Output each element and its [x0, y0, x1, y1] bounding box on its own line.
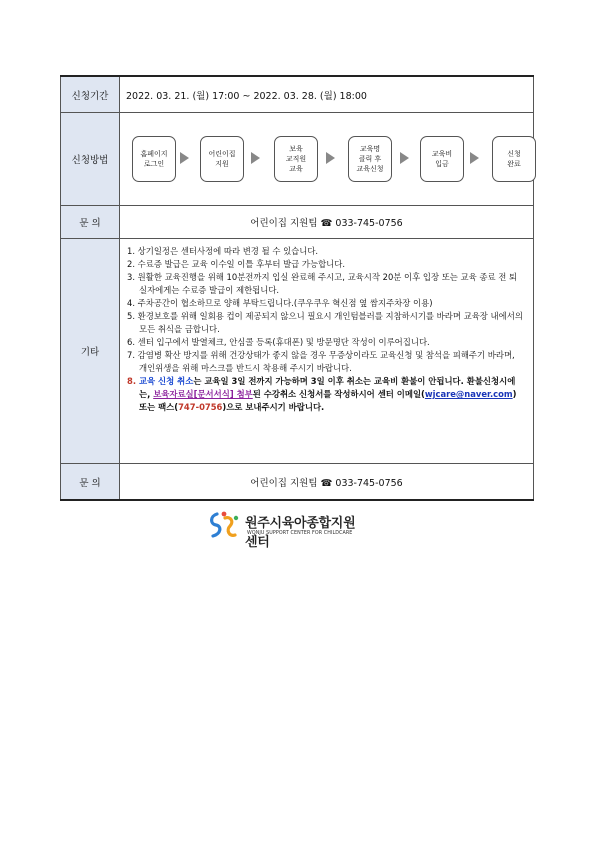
- period-label: 신청기간: [61, 76, 120, 113]
- note-item: 5. 환경보호를 위해 일회용 컵이 제공되지 않으니 필요시 개인텀블러를 지참하시기를 바라며 교육장 내에서의 모든 취식을 금합니다.: [127, 311, 523, 334]
- email-link[interactable]: wjcare@naver.com: [424, 389, 513, 399]
- step-course-apply: 교육명 클릭 후 교육신청: [348, 136, 392, 182]
- form-link[interactable]: 보육자료실[문서서식] 첨부: [153, 389, 253, 399]
- method-label: 신청방법: [61, 113, 120, 206]
- info-table: [60, 75, 534, 501]
- logo-subtitle: WONJU SUPPORT CENTER FOR CHILDCARE: [247, 531, 353, 536]
- row-method: [61, 113, 534, 206]
- row-inquiry-2: [61, 464, 534, 501]
- note-item: 4. 주차공간이 협소하므로 양해 부탁드립니다.(쿠우쿠우 혁신점 옆 쌈지주차장 이용): [127, 298, 433, 308]
- inquiry-value: 어린이집 지원팀 ☎ 033-745-0756: [120, 206, 534, 239]
- step-staff-education: 보육 교직원 교육: [274, 136, 318, 182]
- arrow-icon: [400, 152, 409, 164]
- note-item: 7. 감염병 확산 방지를 위해 건강상태가 좋지 않을 경우 무증상이라도 교육신청 및 참석을 피해주기 바라며, 개인위생을 위해 마스크를 반드시 착용해 주시기 바랍니다.: [127, 350, 515, 373]
- arrow-icon: [470, 152, 479, 164]
- row-period: [61, 76, 534, 113]
- arrow-icon: [251, 152, 260, 164]
- logo-name: 원주시육아종합지원센터: [245, 516, 356, 550]
- note-item: 2. 수료증 발급은 교육 이수일 이틀 후부터 발급 가능합니다.: [127, 259, 346, 269]
- note-item: 6. 센터 입구에서 발열체크, 안심콜 등록(휴대폰) 및 방문명단 작성이 이루어집니다.: [127, 337, 430, 347]
- period-value: 2022. 03. 21. (월) 17:00 ~ 2022. 03. 28. (월) 18:00: [120, 76, 534, 113]
- note-item: 1. 상기일정은 센터사정에 따라 변경 될 수 있습니다.: [127, 246, 319, 256]
- inquiry-label: 문 의: [61, 206, 120, 239]
- note-item: 3. 원활한 교육진행을 위해 10분전까지 입실 완료해 주시고, 교육시작 20분 이후 입장 또는 교육 종료 전 퇴실자에게는 수료증 발급이 제한됩니다.: [127, 272, 518, 295]
- logo-mark-icon: [207, 510, 241, 542]
- step-homepage-login: 홈페이지 로그인: [132, 136, 176, 182]
- inquiry-label-2: 문 의: [61, 464, 120, 501]
- arrow-icon: [326, 152, 335, 164]
- arrow-icon: [180, 152, 189, 164]
- method-flow: [120, 114, 533, 204]
- notes-list: [120, 239, 533, 420]
- note-item-cancel: 8. 교육 신청 취소는 교육일 3일 전까지 가능하며 3일 이후 취소는 교육비 환불이 안됩니다. 환불신청시에는, 보육자료실[문서서식] 첨부된 수강취소 신청서를 작성하시어 센터 이메일(wjcare@naver.com) 또는 팩스(747-0756)으로 보내주시기 바랍니다.: [127, 376, 517, 412]
- center-logo: [207, 510, 367, 550]
- inquiry-value-2: 어린이집 지원팀 ☎ 033-745-0756: [120, 464, 534, 501]
- row-inquiry: [61, 206, 534, 239]
- step-complete: 신청 완료: [492, 136, 536, 182]
- fax-number: 747-0756: [178, 402, 223, 412]
- step-fee-payment: 교육비 입금: [420, 136, 464, 182]
- etc-label: 기타: [61, 239, 120, 464]
- row-etc: [61, 239, 534, 464]
- step-daycare-support: 어린이집 지원: [200, 136, 244, 182]
- cancel-highlight: 교육 신청 취소: [138, 376, 194, 386]
